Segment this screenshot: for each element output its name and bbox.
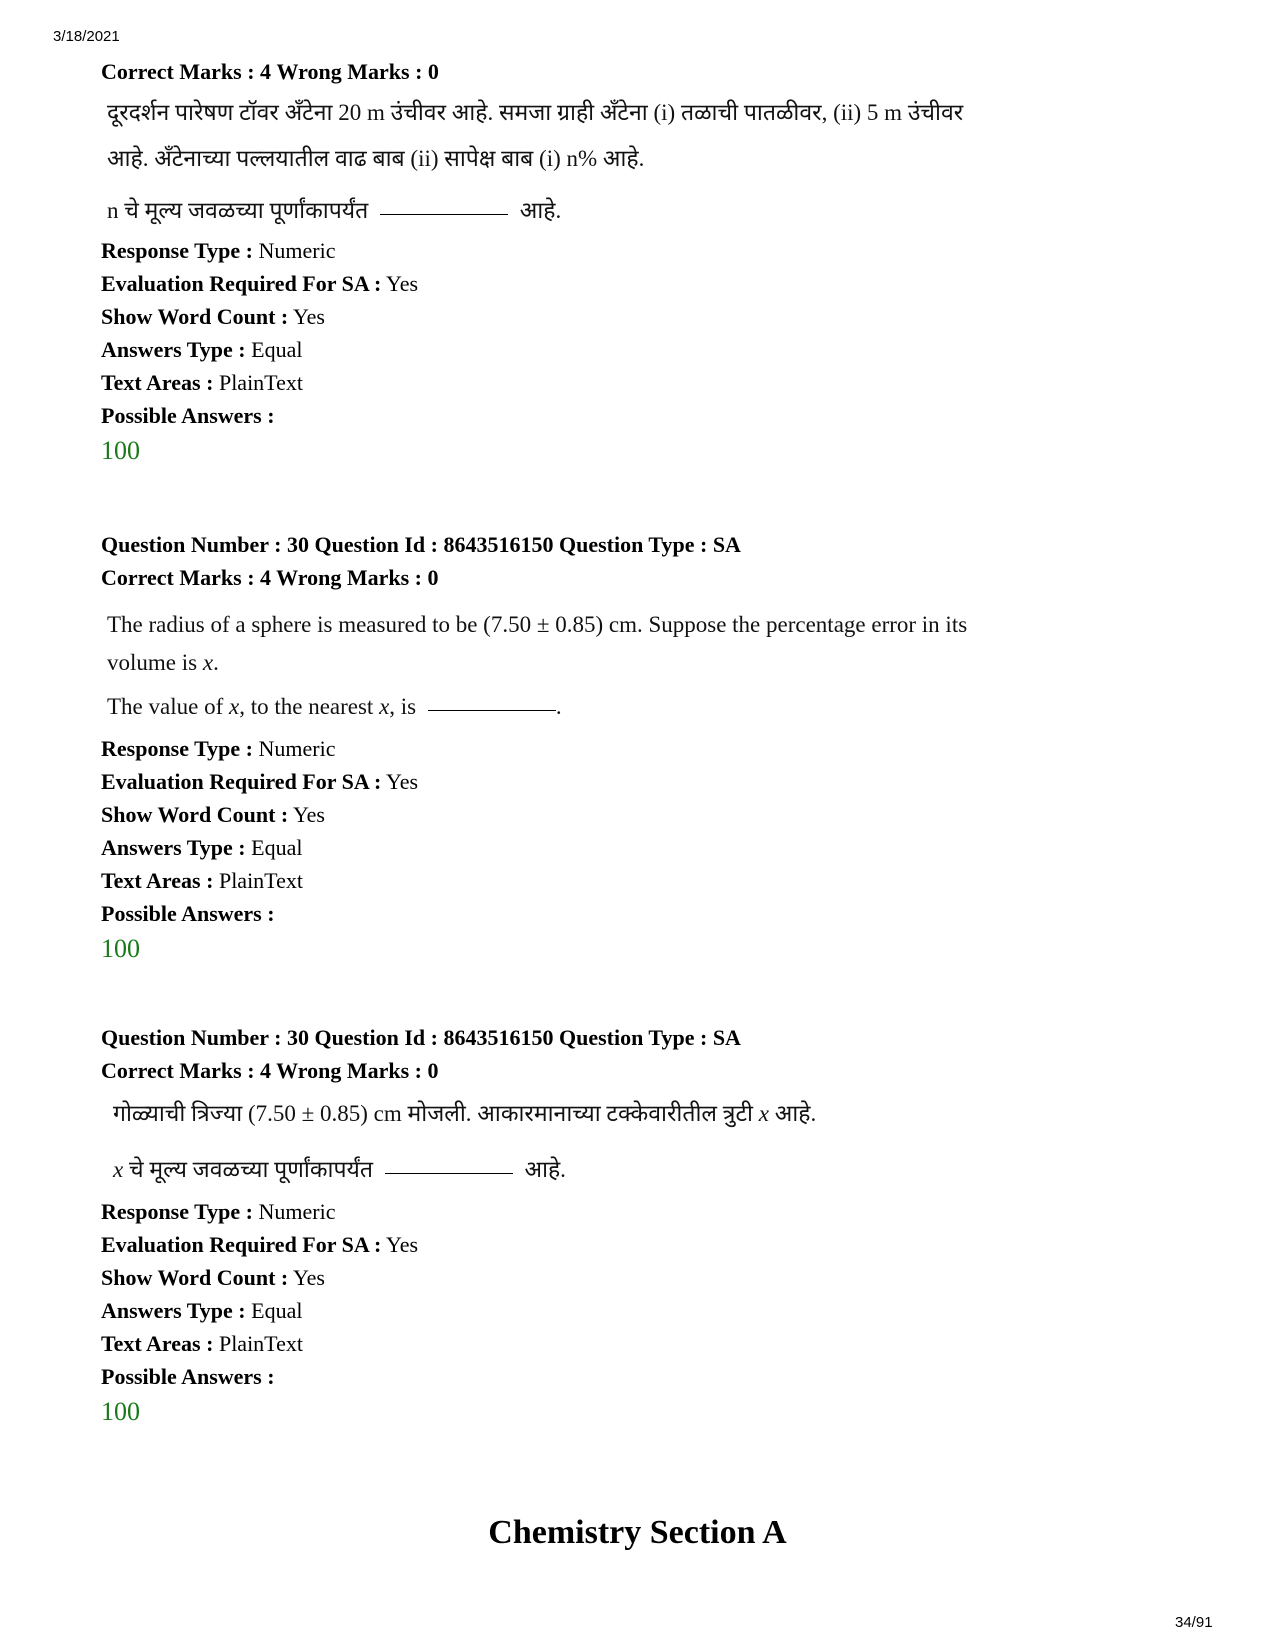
field-label: Response Type : bbox=[101, 1199, 253, 1224]
answers-type-row bbox=[101, 831, 1181, 864]
math-variable: x bbox=[758, 1101, 769, 1126]
question-text-line bbox=[107, 688, 1181, 726]
section-title: Chemistry Section A bbox=[488, 1514, 787, 1551]
question-text-fragment: volume is bbox=[107, 650, 198, 675]
question-text-fragment: . bbox=[213, 650, 219, 675]
question-text bbox=[101, 1095, 1181, 1189]
field-label: Text Areas : bbox=[101, 868, 214, 893]
possible-answers-row bbox=[101, 1360, 1181, 1393]
field-value: Equal bbox=[251, 337, 303, 362]
question-text-fragment: आहे. bbox=[519, 198, 562, 223]
math-variable: x bbox=[228, 694, 240, 719]
question-text-fragment: n चे मूल्य जवळच्या पूर्णांकापर्यंत bbox=[107, 198, 369, 223]
field-value: Numeric bbox=[258, 1199, 336, 1224]
field-label: Possible Answers : bbox=[101, 901, 275, 926]
text-areas-row bbox=[101, 864, 1181, 897]
correct-marks-value: 4 bbox=[260, 1058, 272, 1083]
field-label: Possible Answers : bbox=[101, 1364, 275, 1389]
field-label: Response Type : bbox=[101, 736, 253, 761]
question-text-line: दूरदर्शन पारेषण टॉवर अँटेना 20 m उंचीवर आहे. समजा ग्राही अँटेना (i) तळाची पातळीवर, (ii) 5 m उंचीवर bbox=[107, 100, 964, 125]
question-text-fragment: . bbox=[555, 694, 562, 719]
math-variable: x bbox=[379, 694, 390, 719]
field-value: Yes bbox=[292, 1265, 325, 1290]
question-text-line: आहे. अँटेनाच्या पल्लयातील वाढ बाब (ii) सापेक्ष बाब (i) n% आहे. bbox=[107, 146, 645, 171]
correct-marks-value: 4 bbox=[260, 59, 272, 84]
wrong-marks-value: 0 bbox=[427, 59, 439, 84]
field-value: Numeric bbox=[258, 238, 336, 263]
question-text-fragment: The value of bbox=[107, 694, 224, 719]
field-value: Yes bbox=[386, 1232, 419, 1257]
possible-answer: 100 bbox=[101, 1397, 140, 1426]
correct-marks-label: Correct Marks : bbox=[101, 59, 255, 84]
text-areas-row bbox=[101, 366, 1181, 399]
field-label: Question Type : bbox=[558, 532, 708, 557]
possible-answers-row bbox=[101, 399, 1181, 432]
question-id: 8643516150 bbox=[443, 532, 554, 557]
field-label: Answers Type : bbox=[101, 1298, 246, 1323]
correct-marks-label: Correct Marks : bbox=[101, 565, 255, 590]
field-value: Yes bbox=[386, 769, 419, 794]
question-number: 30 bbox=[287, 1025, 309, 1050]
question-type: SA bbox=[712, 532, 741, 557]
field-label: Evaluation Required For SA : bbox=[101, 769, 382, 794]
field-value: Yes bbox=[292, 304, 325, 329]
field-label: Show Word Count : bbox=[101, 1265, 289, 1290]
answers-type-row bbox=[101, 333, 1181, 366]
question-block-3 bbox=[101, 1021, 1181, 1430]
question-block-1 bbox=[101, 55, 1181, 469]
field-label: Show Word Count : bbox=[101, 304, 289, 329]
text-areas-row bbox=[101, 1327, 1181, 1360]
response-type-row bbox=[101, 1195, 1181, 1228]
evaluation-row bbox=[101, 267, 1181, 300]
answers-type-row bbox=[101, 1294, 1181, 1327]
wrong-marks-label: Wrong Marks : bbox=[276, 59, 423, 84]
question-text-line bbox=[113, 1151, 1181, 1189]
question-block-2 bbox=[101, 528, 1181, 967]
correct-marks-value: 4 bbox=[260, 565, 272, 590]
question-text-fragment: चे मूल्य जवळच्या पूर्णांकापर्यंत bbox=[128, 1157, 373, 1182]
question-text-fragment: आहे. bbox=[524, 1157, 566, 1182]
field-label: Answers Type : bbox=[101, 835, 246, 860]
field-value: Equal bbox=[251, 1298, 303, 1323]
field-label: Show Word Count : bbox=[101, 802, 289, 827]
question-text-line bbox=[107, 644, 1181, 682]
marks-line bbox=[101, 55, 1181, 88]
response-type-row bbox=[101, 234, 1181, 267]
field-label: Question Id : bbox=[314, 532, 438, 557]
word-count-row bbox=[101, 300, 1181, 333]
field-value: PlainText bbox=[218, 1331, 303, 1356]
question-header bbox=[101, 1021, 1181, 1054]
marks-line bbox=[101, 561, 1181, 594]
answer-blank bbox=[380, 210, 508, 215]
question-type: SA bbox=[712, 1025, 741, 1050]
question-text-fragment: गोळ्याची त्रिज्या (7.50 ± 0.85) cm मोजली. आकारमानाच्या टक्केवारीतील त्रुटी bbox=[113, 1101, 753, 1126]
question-text-fragment: , is bbox=[389, 694, 417, 719]
field-value: Equal bbox=[251, 835, 303, 860]
question-text bbox=[101, 94, 1181, 230]
evaluation-row bbox=[101, 1228, 1181, 1261]
question-text-fragment: आहे. bbox=[774, 1101, 817, 1126]
question-text-line bbox=[113, 1095, 1181, 1133]
question-id: 8643516150 bbox=[443, 1025, 554, 1050]
question-number: 30 bbox=[287, 532, 309, 557]
question-text-fragment: , to the nearest bbox=[239, 694, 374, 719]
possible-answer: 100 bbox=[101, 436, 140, 465]
field-value: Yes bbox=[386, 271, 419, 296]
field-label: Question Type : bbox=[558, 1025, 708, 1050]
wrong-marks-value: 0 bbox=[427, 1058, 439, 1083]
question-text bbox=[101, 606, 1181, 726]
math-variable: x bbox=[202, 650, 214, 675]
word-count-row bbox=[101, 1261, 1181, 1294]
field-value: Numeric bbox=[258, 736, 336, 761]
page-date: 3/18/2021 bbox=[53, 28, 120, 45]
possible-answers-row bbox=[101, 897, 1181, 930]
field-label: Evaluation Required For SA : bbox=[101, 271, 382, 296]
math-variable: x bbox=[113, 1157, 124, 1182]
correct-marks-label: Correct Marks : bbox=[101, 1058, 255, 1083]
possible-answer: 100 bbox=[101, 934, 140, 963]
word-count-row bbox=[101, 798, 1181, 831]
field-label: Question Id : bbox=[314, 1025, 438, 1050]
page-number: 34/91 bbox=[1175, 1614, 1213, 1631]
field-value: PlainText bbox=[218, 370, 303, 395]
field-label: Question Number : bbox=[101, 532, 282, 557]
question-text-line bbox=[107, 192, 1181, 230]
wrong-marks-label: Wrong Marks : bbox=[276, 1058, 422, 1083]
wrong-marks-value: 0 bbox=[427, 565, 439, 590]
marks-line bbox=[101, 1054, 1181, 1087]
field-label: Possible Answers : bbox=[101, 403, 275, 428]
wrong-marks-label: Wrong Marks : bbox=[276, 565, 422, 590]
field-label: Answers Type : bbox=[101, 337, 246, 362]
answer-blank bbox=[385, 1169, 513, 1174]
question-header bbox=[101, 528, 1181, 561]
field-label: Response Type : bbox=[101, 238, 253, 263]
field-label: Question Number : bbox=[101, 1025, 282, 1050]
field-label: Text Areas : bbox=[101, 1331, 214, 1356]
field-label: Evaluation Required For SA : bbox=[101, 1232, 382, 1257]
field-value: Yes bbox=[292, 802, 325, 827]
field-value: PlainText bbox=[218, 868, 303, 893]
evaluation-row bbox=[101, 765, 1181, 798]
answer-blank bbox=[428, 706, 556, 711]
field-label: Text Areas : bbox=[101, 370, 214, 395]
question-text-line: The radius of a sphere is measured to be (7.50 ± 0.85) cm. Suppose the percentage error in its bbox=[107, 612, 968, 637]
response-type-row bbox=[101, 732, 1181, 765]
